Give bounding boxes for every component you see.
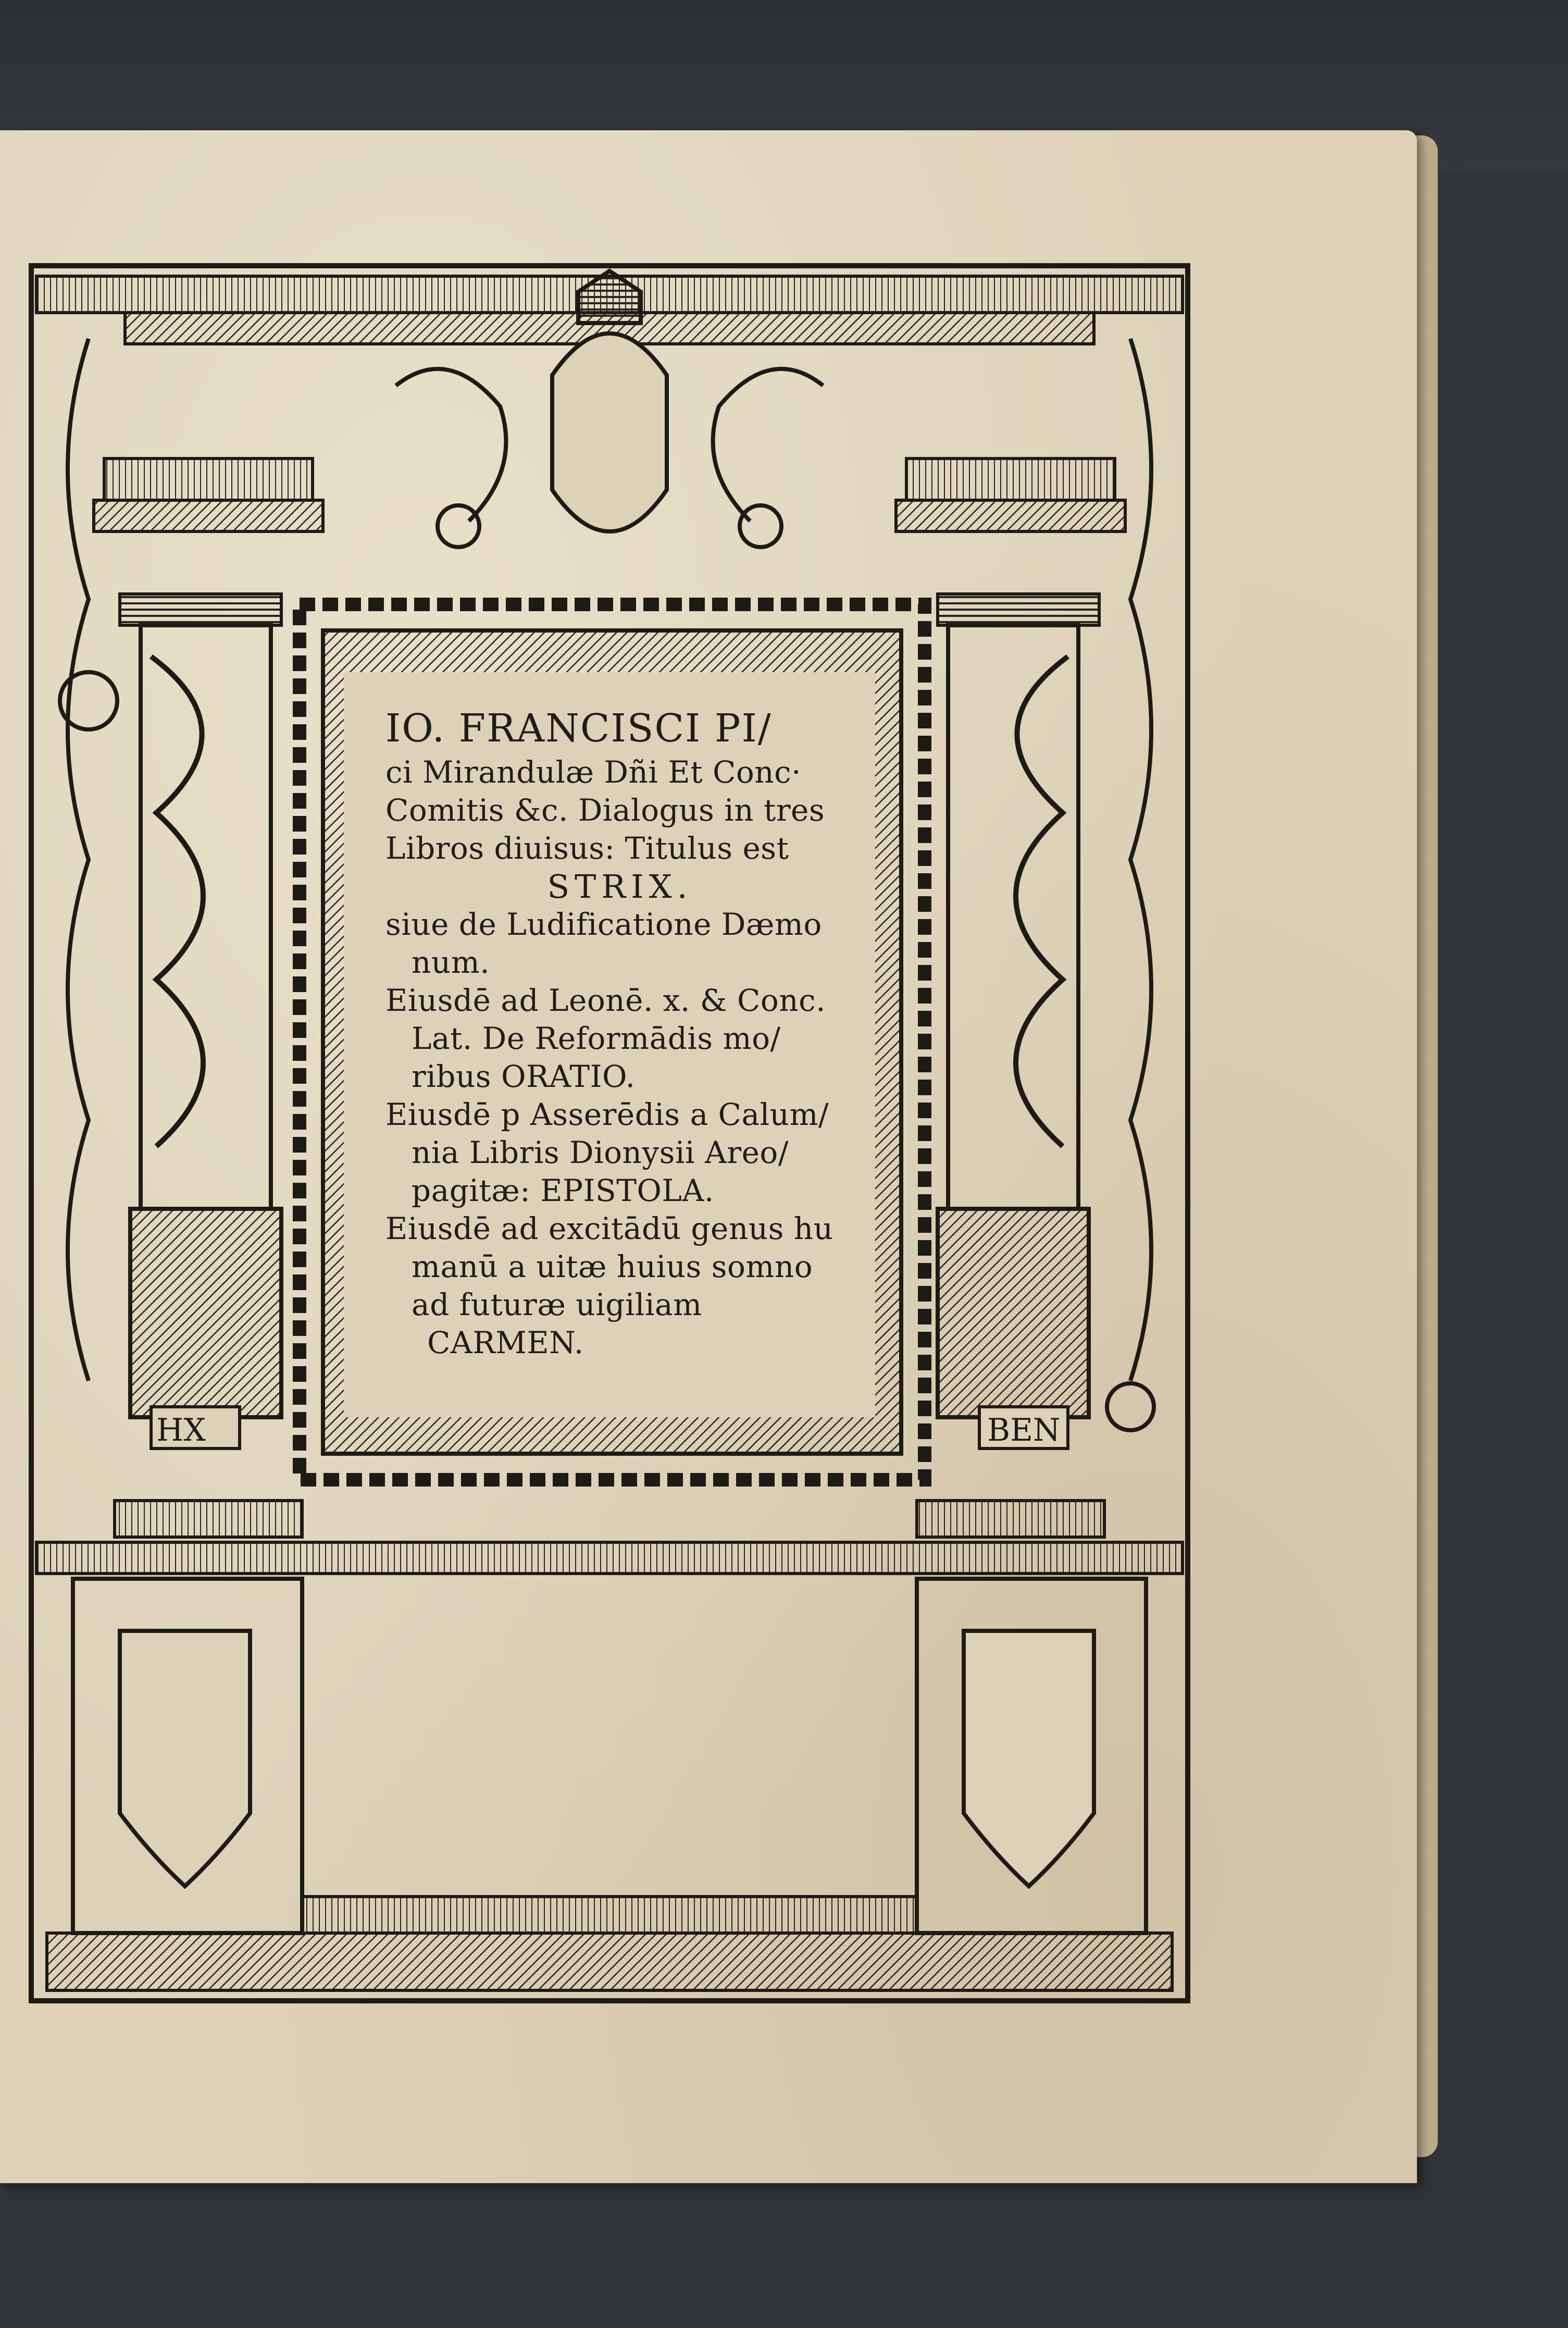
title-line-strix: STRIX.	[547, 868, 693, 906]
title-text-panel	[344, 672, 875, 1417]
left-column	[115, 594, 302, 1537]
left-base-lettering: HX	[156, 1412, 206, 1448]
title-line: ci Mirandulæ Dñi Et Conc·	[385, 754, 802, 790]
title-line: IO. FRANCISCI PI/	[385, 706, 772, 751]
title-line: Eiusdē ad Leonē. x. & Conc.	[385, 983, 826, 1018]
title-line-epistola: pagitæ: EPISTOLA.	[412, 1173, 714, 1208]
title-line: Libros diuisus: Titulus est	[385, 831, 789, 866]
title-line: Eiusdē p Asserēdis a Calum/	[385, 1097, 829, 1132]
title-line: siue de Ludificatione Dæmo	[385, 907, 822, 942]
right-column	[917, 594, 1104, 1537]
title-line: manū a uitæ huius somno	[412, 1249, 813, 1284]
title-line-oratio: ribus ORATIO.	[412, 1059, 636, 1094]
title-line: Eiusdē ad excitādū genus hu	[385, 1211, 833, 1246]
title-line: Lat. De Reformādis mo/	[412, 1021, 781, 1056]
title-line: Comitis &c. Dialogus in tres	[385, 792, 825, 828]
pedestals	[36, 1542, 1183, 1990]
title-line-carmen: CARMEN.	[427, 1325, 584, 1360]
title-line: num.	[412, 945, 490, 980]
right-base-lettering: BEN	[987, 1412, 1061, 1448]
title-line: ad futuræ uigiliam	[412, 1287, 702, 1322]
title-line: nia Libris Dionysii Areo/	[412, 1135, 789, 1170]
